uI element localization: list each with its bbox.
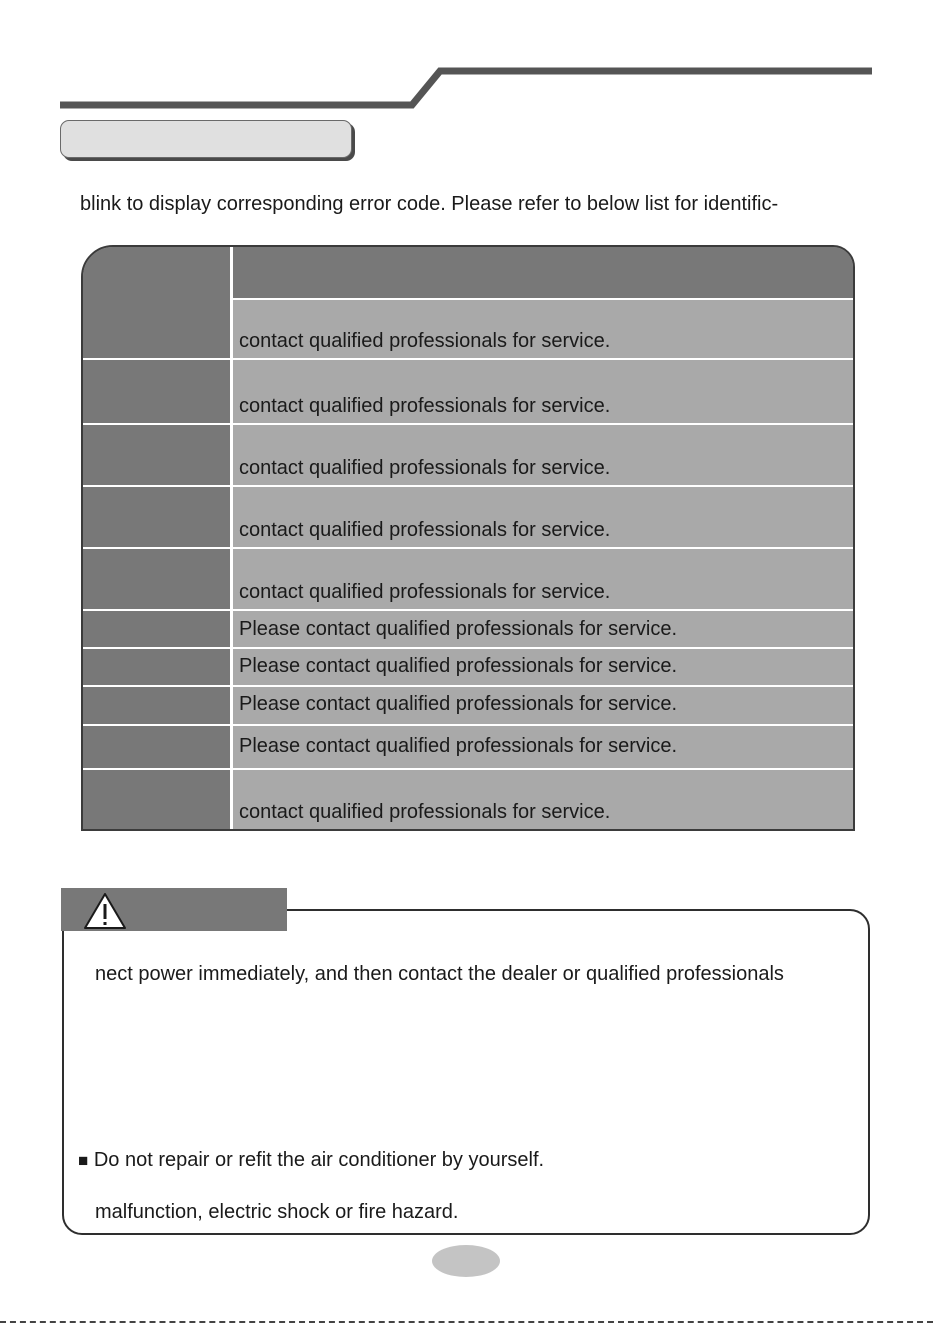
solution-text: contact qualified professionals for service.	[239, 519, 611, 541]
table-row	[83, 770, 853, 829]
caution-bullet-line	[78, 1149, 544, 1172]
caution-line: nect power immediately, and then contact the dealer or qualified professionals	[95, 963, 784, 985]
solution-text: contact qualified professionals for service.	[239, 330, 611, 352]
solution-text: contact qualified professionals for service.	[239, 581, 611, 603]
solution-text: Please contact qualified professionals for service.	[239, 618, 678, 640]
error-code-cell	[83, 687, 230, 724]
error-code-cell	[83, 611, 230, 647]
error-code-cell	[83, 649, 230, 685]
table-row	[83, 298, 853, 360]
error-code-table	[81, 245, 855, 831]
table-header-row	[83, 247, 853, 300]
table-row	[83, 360, 853, 425]
column-divider	[230, 247, 233, 829]
error-code-cell	[83, 770, 230, 829]
solution-text: contact qualified professionals for service.	[239, 801, 611, 823]
error-code-cell	[83, 298, 230, 358]
error-code-cell	[83, 425, 230, 485]
section-title-pill	[60, 120, 352, 158]
table-row	[83, 687, 853, 726]
page-bottom-rule	[0, 1321, 933, 1323]
table-row	[83, 649, 853, 687]
solution-text: Please contact qualified professionals for service.	[239, 693, 678, 715]
table-row	[83, 487, 853, 549]
solution-text: contact qualified professionals for service.	[239, 395, 611, 417]
bullet-square: ■	[78, 1151, 89, 1170]
page-number-oval	[432, 1245, 500, 1277]
error-code-cell	[83, 726, 230, 768]
error-code-cell	[83, 549, 230, 609]
solution-text: Please contact qualified professionals for service.	[239, 735, 678, 757]
table-row	[83, 549, 853, 611]
warning-triangle-icon	[82, 891, 128, 931]
header-rule	[0, 0, 933, 120]
caution-box	[62, 909, 870, 1235]
intro-paragraph: blink to display corresponding error code. Please refer to below list for identific-	[80, 193, 779, 215]
error-code-cell	[83, 360, 230, 423]
table-row	[83, 726, 853, 770]
caution-line: malfunction, electric shock or fire hazard.	[95, 1201, 459, 1223]
solution-text: Please contact qualified professionals for service.	[239, 655, 678, 677]
table-row	[83, 425, 853, 487]
solution-text: contact qualified professionals for service.	[239, 457, 611, 479]
error-code-cell	[83, 487, 230, 547]
table-row	[83, 611, 853, 649]
caution-bullet-text: Do not repair or refit the air conditioner by yourself.	[93, 1149, 545, 1171]
